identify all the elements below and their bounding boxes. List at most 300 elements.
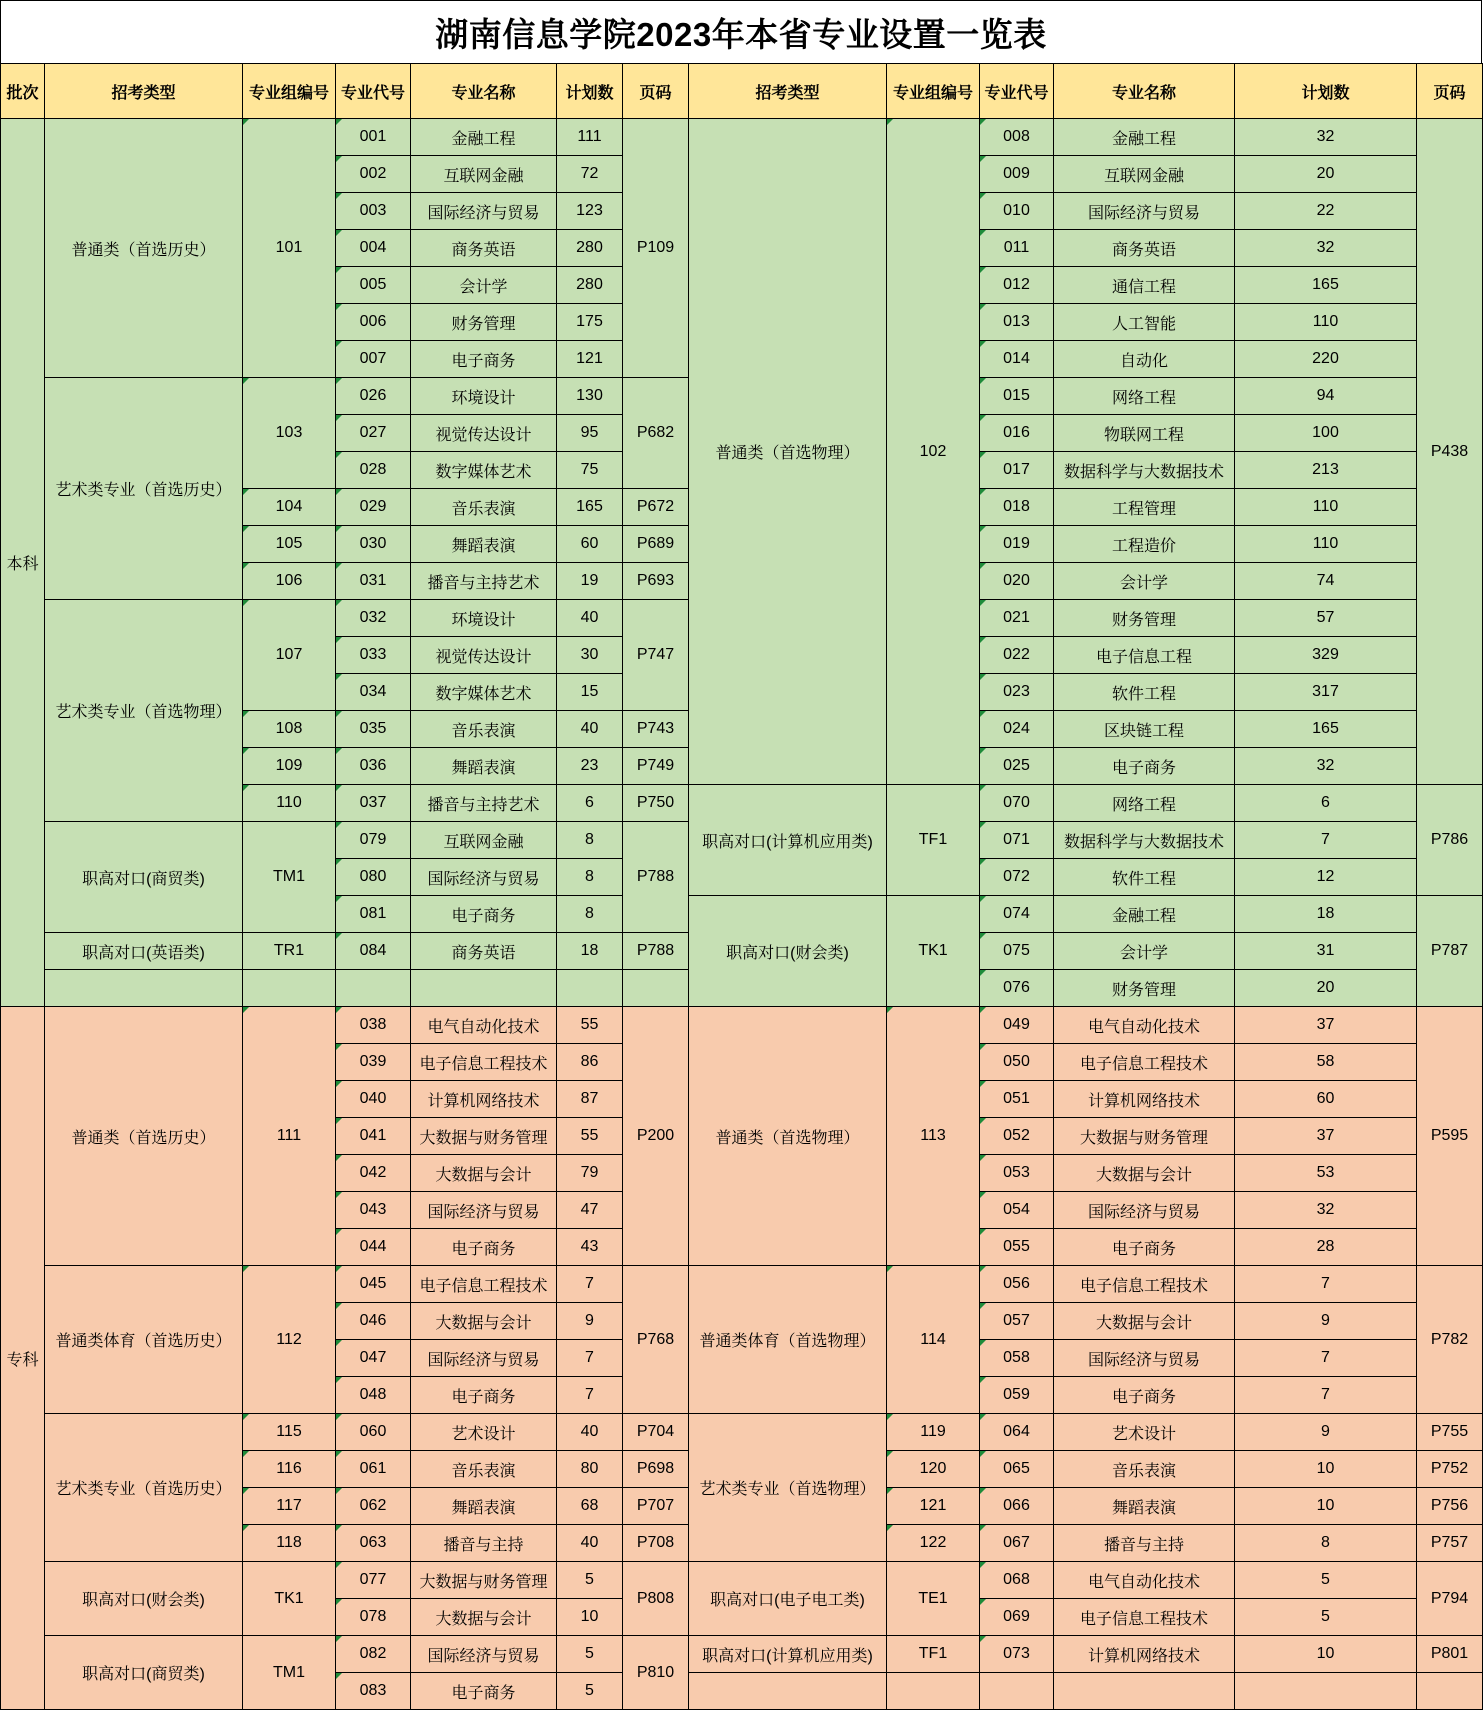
page-number-cell: P786 [1417, 785, 1483, 896]
major-name-cell: 国际经济与贸易 [1054, 193, 1235, 230]
plan-count-cell: 75 [557, 452, 623, 489]
major-name-cell: 大数据与会计 [1054, 1155, 1235, 1192]
page-number-cell: P750 [623, 785, 689, 822]
page-number-cell: P743 [623, 711, 689, 748]
plan-count-cell: 280 [557, 230, 623, 267]
major-code-cell: 068 [980, 1562, 1054, 1599]
major-name-cell: 工程管理 [1054, 489, 1235, 526]
major-code-cell: 016 [980, 415, 1054, 452]
major-code-cell: 078 [336, 1599, 411, 1636]
plan-count-cell: 74 [1235, 563, 1417, 600]
major-group-cell: 109 [243, 748, 336, 785]
major-name-cell: 国际经济与贸易 [411, 1636, 557, 1673]
exam-type-cell: 艺术类专业（首选物理） [45, 600, 243, 822]
exam-type-cell: 普通类（首选物理） [689, 119, 887, 785]
major-name-cell: 大数据与会计 [411, 1599, 557, 1636]
major-group-cell: 120 [887, 1451, 980, 1488]
major-name-cell: 计算机网络技术 [1054, 1636, 1235, 1673]
page-number-cell: P749 [623, 748, 689, 785]
plan-count-cell: 30 [557, 637, 623, 674]
major-code-cell: 083 [336, 1673, 411, 1710]
plan-count-cell: 9 [1235, 1303, 1417, 1340]
major-name-cell: 电子商务 [1054, 1377, 1235, 1414]
major-name-cell: 电子信息工程技术 [411, 1266, 557, 1303]
major-name-cell: 电子商务 [1054, 748, 1235, 785]
plan-count-cell: 7 [1235, 822, 1417, 859]
major-code-cell: 001 [336, 119, 411, 156]
plan-count-cell: 40 [557, 1414, 623, 1451]
major-code-cell: 081 [336, 896, 411, 933]
table-row [1, 1266, 1483, 1303]
major-code-cell: 069 [980, 1599, 1054, 1636]
exam-type-cell: 普通类（首选物理） [689, 1007, 887, 1266]
plan-count-cell: 10 [557, 1599, 623, 1636]
major-name-cell: 电子商务 [411, 341, 557, 378]
major-name-cell: 通信工程 [1054, 267, 1235, 304]
exam-type-cell: 普通类（首选历史） [45, 119, 243, 378]
exam-type-cell: 职高对口(财会类) [689, 896, 887, 1007]
major-code-cell: 022 [980, 637, 1054, 674]
header-page-right: 页码 [1417, 64, 1483, 119]
major-name-cell: 物联网工程 [1054, 415, 1235, 452]
major-name-cell: 电子商务 [411, 1229, 557, 1266]
plan-count-cell: 7 [557, 1340, 623, 1377]
major-name-cell: 国际经济与贸易 [1054, 1192, 1235, 1229]
table-row [1, 119, 1483, 156]
major-group-cell: 114 [887, 1266, 980, 1414]
major-name-cell: 国际经济与贸易 [411, 1192, 557, 1229]
major-group-cell: 118 [243, 1525, 336, 1562]
major-name-cell: 电子信息工程技术 [1054, 1266, 1235, 1303]
major-name-cell: 音乐表演 [411, 489, 557, 526]
exam-type-cell: 普通类体育（首选物理） [689, 1266, 887, 1414]
major-code-cell: 058 [980, 1340, 1054, 1377]
major-name-cell: 播音与主持 [1054, 1525, 1235, 1562]
plan-count-cell: 8 [1235, 1525, 1417, 1562]
plan-count-cell: 20 [1235, 156, 1417, 193]
plan-count-cell: 9 [1235, 1414, 1417, 1451]
major-name-cell: 国际经济与贸易 [411, 1340, 557, 1377]
plan-count-cell: 32 [1235, 748, 1417, 785]
major-group-cell: 113 [887, 1007, 980, 1266]
major-name-cell: 电子商务 [411, 1377, 557, 1414]
plan-count-cell: 7 [1235, 1340, 1417, 1377]
major-name-cell: 金融工程 [1054, 119, 1235, 156]
major-code-cell: 055 [980, 1229, 1054, 1266]
page-number-cell: P808 [623, 1562, 689, 1636]
major-code-cell: 079 [336, 822, 411, 859]
exam-type-cell: 职高对口(计算机应用类) [689, 785, 887, 896]
major-code-cell: 063 [336, 1525, 411, 1562]
major-code-cell: 084 [336, 933, 411, 970]
plan-count-cell: 220 [1235, 341, 1417, 378]
major-code-cell: 057 [980, 1303, 1054, 1340]
major-name-cell: 大数据与会计 [411, 1155, 557, 1192]
plan-count-cell: 165 [557, 489, 623, 526]
major-name-cell: 环境设计 [411, 378, 557, 415]
major-name-cell: 音乐表演 [411, 1451, 557, 1488]
major-group-cell: 108 [243, 711, 336, 748]
plan-count-cell: 58 [1235, 1044, 1417, 1081]
major-group-cell [243, 970, 336, 1007]
major-group-cell: TF1 [887, 785, 980, 896]
plan-count-cell: 213 [1235, 452, 1417, 489]
major-name-cell: 软件工程 [1054, 859, 1235, 896]
major-code-cell: 020 [980, 563, 1054, 600]
major-name-cell: 舞蹈表演 [411, 748, 557, 785]
major-group-cell: 121 [887, 1488, 980, 1525]
major-code-cell: 005 [336, 267, 411, 304]
major-code-cell: 047 [336, 1340, 411, 1377]
plan-count-cell: 5 [557, 1673, 623, 1710]
page-number-cell: P782 [1417, 1266, 1483, 1414]
header-major-name-right: 专业名称 [1054, 64, 1235, 119]
major-code-cell: 059 [980, 1377, 1054, 1414]
major-name-cell: 网络工程 [1054, 378, 1235, 415]
major-name-cell: 商务英语 [1054, 230, 1235, 267]
batch-cell: 本科 [1, 119, 45, 1007]
major-group-cell: 107 [243, 600, 336, 711]
plan-count-cell: 7 [557, 1266, 623, 1303]
plan-count-cell: 47 [557, 1192, 623, 1229]
page-number-cell: P595 [1417, 1007, 1483, 1266]
major-name-cell: 电子商务 [411, 896, 557, 933]
plan-count-cell: 31 [1235, 933, 1417, 970]
major-code-cell: 027 [336, 415, 411, 452]
plan-count-cell: 123 [557, 193, 623, 230]
plan-count-cell: 7 [1235, 1377, 1417, 1414]
header-batch: 批次 [1, 64, 45, 119]
plan-count-cell: 87 [557, 1081, 623, 1118]
major-name-cell: 区块链工程 [1054, 711, 1235, 748]
major-name-cell: 财务管理 [411, 304, 557, 341]
major-name-cell: 会计学 [1054, 933, 1235, 970]
major-group-cell: 103 [243, 378, 336, 489]
major-name-cell: 财务管理 [1054, 600, 1235, 637]
major-code-cell: 030 [336, 526, 411, 563]
page-number-cell: P698 [623, 1451, 689, 1488]
major-name-cell: 国际经济与贸易 [1054, 1340, 1235, 1377]
major-name-cell: 电子信息工程技术 [411, 1044, 557, 1081]
major-name-cell: 商务英语 [411, 230, 557, 267]
header-major-name-left: 专业名称 [411, 64, 557, 119]
major-code-cell: 031 [336, 563, 411, 600]
header-major-group-left: 专业组编号 [243, 64, 336, 119]
major-code-cell: 049 [980, 1007, 1054, 1044]
exam-type-cell: 职高对口(电子电工类) [689, 1562, 887, 1636]
plan-count-cell: 111 [557, 119, 623, 156]
major-code-cell: 033 [336, 637, 411, 674]
plan-count-cell: 5 [557, 1636, 623, 1673]
major-code-cell: 038 [336, 1007, 411, 1044]
major-name-cell: 电子商务 [1054, 1229, 1235, 1266]
plan-count-cell: 32 [1235, 230, 1417, 267]
plan-count-cell: 60 [1235, 1081, 1417, 1118]
major-name-cell: 音乐表演 [411, 711, 557, 748]
header-plan-count-right: 计划数 [1235, 64, 1417, 119]
major-group-cell: 115 [243, 1414, 336, 1451]
major-name-cell: 播音与主持艺术 [411, 785, 557, 822]
major-code-cell: 053 [980, 1155, 1054, 1192]
major-code-cell: 009 [980, 156, 1054, 193]
major-code-cell: 032 [336, 600, 411, 637]
major-name-cell: 网络工程 [1054, 785, 1235, 822]
plan-count-cell: 19 [557, 563, 623, 600]
major-code-cell: 060 [336, 1414, 411, 1451]
major-code-cell: 054 [980, 1192, 1054, 1229]
page-number-cell: P689 [623, 526, 689, 563]
table-row [1, 1636, 1483, 1673]
major-name-cell: 环境设计 [411, 600, 557, 637]
major-group-cell: 101 [243, 119, 336, 378]
plan-count-cell: 317 [1235, 674, 1417, 711]
major-name-cell: 互联网金融 [411, 156, 557, 193]
major-code-cell: 050 [980, 1044, 1054, 1081]
plan-count-cell: 110 [1235, 304, 1417, 341]
plan-count-cell: 55 [557, 1118, 623, 1155]
plan-count-cell: 10 [1235, 1636, 1417, 1673]
major-name-cell: 电子信息工程 [1054, 637, 1235, 674]
major-code-cell: 036 [336, 748, 411, 785]
major-group-cell: 122 [887, 1525, 980, 1562]
major-table [0, 63, 1483, 1710]
major-name-cell: 互联网金融 [1054, 156, 1235, 193]
page-number-cell: P788 [623, 933, 689, 970]
major-name-cell: 国际经济与贸易 [411, 859, 557, 896]
page-number-cell: P109 [623, 119, 689, 378]
plan-count-cell: 68 [557, 1488, 623, 1525]
exam-type-cell [689, 1673, 887, 1710]
major-code-cell: 064 [980, 1414, 1054, 1451]
plan-count-cell: 94 [1235, 378, 1417, 415]
table-row [1, 1007, 1483, 1044]
major-code-cell: 072 [980, 859, 1054, 896]
major-code-cell: 021 [980, 600, 1054, 637]
major-code-cell: 014 [980, 341, 1054, 378]
major-name-cell: 音乐表演 [1054, 1451, 1235, 1488]
major-code-cell: 006 [336, 304, 411, 341]
major-code-cell: 017 [980, 452, 1054, 489]
major-group-cell: TK1 [887, 896, 980, 1007]
major-name-cell: 财务管理 [1054, 970, 1235, 1007]
major-group-cell: TM1 [243, 1636, 336, 1710]
plan-count-cell: 18 [557, 933, 623, 970]
plan-count-cell: 110 [1235, 489, 1417, 526]
major-code-cell [980, 1673, 1054, 1710]
exam-type-cell: 普通类体育（首选历史） [45, 1266, 243, 1414]
exam-type-cell: 职高对口(商贸类) [45, 1636, 243, 1710]
header-exam-type-right: 招考类型 [689, 64, 887, 119]
plan-count-cell: 8 [557, 822, 623, 859]
major-group-cell: TE1 [887, 1562, 980, 1636]
page-number-cell: P693 [623, 563, 689, 600]
major-group-cell: 117 [243, 1488, 336, 1525]
plan-count-cell: 80 [557, 1451, 623, 1488]
plan-count-cell: 60 [557, 526, 623, 563]
major-group-cell: 119 [887, 1414, 980, 1451]
plan-count-cell: 32 [1235, 1192, 1417, 1229]
major-name-cell: 数字媒体艺术 [411, 674, 557, 711]
plan-count-cell: 72 [557, 156, 623, 193]
major-name-cell: 电气自动化技术 [1054, 1007, 1235, 1044]
plan-count-cell [1235, 1673, 1417, 1710]
page-number-cell: P672 [623, 489, 689, 526]
header-major-code-right: 专业代号 [980, 64, 1054, 119]
page-title: 湖南信息学院2023年本省专业设置一览表 [0, 0, 1482, 63]
exam-type-cell: 职高对口(计算机应用类) [689, 1636, 887, 1673]
major-code-cell: 066 [980, 1488, 1054, 1525]
major-code-cell: 073 [980, 1636, 1054, 1673]
major-name-cell: 电气自动化技术 [411, 1007, 557, 1044]
major-name-cell: 会计学 [1054, 563, 1235, 600]
major-code-cell: 065 [980, 1451, 1054, 1488]
table-row [1, 1562, 1483, 1599]
major-code-cell: 035 [336, 711, 411, 748]
plan-count-cell: 20 [1235, 970, 1417, 1007]
major-code-cell: 048 [336, 1377, 411, 1414]
major-name-cell: 播音与主持艺术 [411, 563, 557, 600]
major-code-cell: 026 [336, 378, 411, 415]
major-name-cell: 自动化 [1054, 341, 1235, 378]
plan-count-cell: 15 [557, 674, 623, 711]
major-code-cell: 018 [980, 489, 1054, 526]
major-code-cell: 007 [336, 341, 411, 378]
major-name-cell: 播音与主持 [411, 1525, 557, 1562]
plan-count-cell: 53 [1235, 1155, 1417, 1192]
page-number-cell: P787 [1417, 896, 1483, 1007]
plan-count-cell: 57 [1235, 600, 1417, 637]
major-code-cell: 019 [980, 526, 1054, 563]
major-group-cell: 104 [243, 489, 336, 526]
major-name-cell: 艺术设计 [411, 1414, 557, 1451]
plan-count-cell: 95 [557, 415, 623, 452]
major-code-cell: 076 [980, 970, 1054, 1007]
plan-count-cell: 40 [557, 600, 623, 637]
header-major-group-right: 专业组编号 [887, 64, 980, 119]
major-code-cell: 013 [980, 304, 1054, 341]
major-name-cell: 人工智能 [1054, 304, 1235, 341]
plan-count-cell: 7 [1235, 1266, 1417, 1303]
major-code-cell: 051 [980, 1081, 1054, 1118]
major-code-cell: 015 [980, 378, 1054, 415]
page-number-cell: P704 [623, 1414, 689, 1451]
header-row [1, 64, 1483, 119]
major-group-cell: 112 [243, 1266, 336, 1414]
header-page-left: 页码 [623, 64, 689, 119]
plan-count-cell: 8 [557, 859, 623, 896]
plan-count-cell: 7 [557, 1377, 623, 1414]
major-name-cell [1054, 1673, 1235, 1710]
major-group-cell [887, 1673, 980, 1710]
major-code-cell: 041 [336, 1118, 411, 1155]
plan-count-cell: 28 [1235, 1229, 1417, 1266]
major-code-cell: 042 [336, 1155, 411, 1192]
major-code-cell: 052 [980, 1118, 1054, 1155]
major-name-cell: 大数据与会计 [411, 1303, 557, 1340]
major-code-cell: 003 [336, 193, 411, 230]
major-name-cell: 国际经济与贸易 [411, 193, 557, 230]
major-name-cell: 电气自动化技术 [1054, 1562, 1235, 1599]
major-name-cell: 舞蹈表演 [411, 526, 557, 563]
major-code-cell: 071 [980, 822, 1054, 859]
major-name-cell: 计算机网络技术 [411, 1081, 557, 1118]
major-group-cell: 105 [243, 526, 336, 563]
header-plan-count-left: 计划数 [557, 64, 623, 119]
major-name-cell: 数字媒体艺术 [411, 452, 557, 489]
page-number-cell [623, 970, 689, 1007]
major-code-cell: 025 [980, 748, 1054, 785]
plan-count-cell: 43 [557, 1229, 623, 1266]
plan-count-cell: 8 [557, 896, 623, 933]
major-name-cell: 视觉传达设计 [411, 637, 557, 674]
plan-count-cell: 32 [1235, 119, 1417, 156]
exam-type-cell: 职高对口(财会类) [45, 1562, 243, 1636]
page-number-cell: P756 [1417, 1488, 1483, 1525]
plan-count-cell: 6 [557, 785, 623, 822]
major-name-cell: 会计学 [411, 267, 557, 304]
page-number-cell [1417, 1673, 1483, 1710]
major-name-cell: 大数据与会计 [1054, 1303, 1235, 1340]
plan-count-cell: 5 [1235, 1562, 1417, 1599]
major-code-cell: 008 [980, 119, 1054, 156]
major-name-cell: 软件工程 [1054, 674, 1235, 711]
major-name-cell: 电子商务 [411, 1673, 557, 1710]
plan-count-cell [557, 970, 623, 1007]
exam-type-cell: 艺术类专业（首选历史） [45, 1414, 243, 1562]
major-code-cell: 004 [336, 230, 411, 267]
page-number-cell: P438 [1417, 119, 1483, 785]
major-code-cell: 002 [336, 156, 411, 193]
plan-count-cell: 37 [1235, 1007, 1417, 1044]
plan-count-cell: 121 [557, 341, 623, 378]
exam-type-cell: 职高对口(商贸类) [45, 822, 243, 933]
plan-count-cell: 165 [1235, 267, 1417, 304]
plan-count-cell: 18 [1235, 896, 1417, 933]
header-exam-type-left: 招考类型 [45, 64, 243, 119]
major-code-cell: 062 [336, 1488, 411, 1525]
page-number-cell: P810 [623, 1636, 689, 1710]
exam-type-cell: 艺术类专业（首选物理） [689, 1414, 887, 1562]
plan-count-cell: 5 [557, 1562, 623, 1599]
major-group-cell: TF1 [887, 1636, 980, 1673]
plan-count-cell: 175 [557, 304, 623, 341]
major-name-cell: 工程造价 [1054, 526, 1235, 563]
table-body [1, 119, 1483, 1710]
major-code-cell: 029 [336, 489, 411, 526]
plan-count-cell: 6 [1235, 785, 1417, 822]
page-number-cell: P801 [1417, 1636, 1483, 1673]
major-code-cell: 046 [336, 1303, 411, 1340]
major-code-cell: 024 [980, 711, 1054, 748]
plan-count-cell: 37 [1235, 1118, 1417, 1155]
major-name-cell: 数据科学与大数据技术 [1054, 822, 1235, 859]
major-code-cell: 044 [336, 1229, 411, 1266]
major-group-cell: TK1 [243, 1562, 336, 1636]
major-group-cell: 102 [887, 119, 980, 785]
major-name-cell: 舞蹈表演 [411, 1488, 557, 1525]
plan-count-cell: 40 [557, 711, 623, 748]
page-number-cell: P757 [1417, 1525, 1483, 1562]
header-major-code-left: 专业代号 [336, 64, 411, 119]
major-code-cell: 074 [980, 896, 1054, 933]
plan-count-cell: 280 [557, 267, 623, 304]
major-group-cell: 106 [243, 563, 336, 600]
major-code-cell: 034 [336, 674, 411, 711]
major-code-cell: 011 [980, 230, 1054, 267]
major-code-cell: 039 [336, 1044, 411, 1081]
batch-cell: 专科 [1, 1007, 45, 1710]
major-code-cell: 056 [980, 1266, 1054, 1303]
